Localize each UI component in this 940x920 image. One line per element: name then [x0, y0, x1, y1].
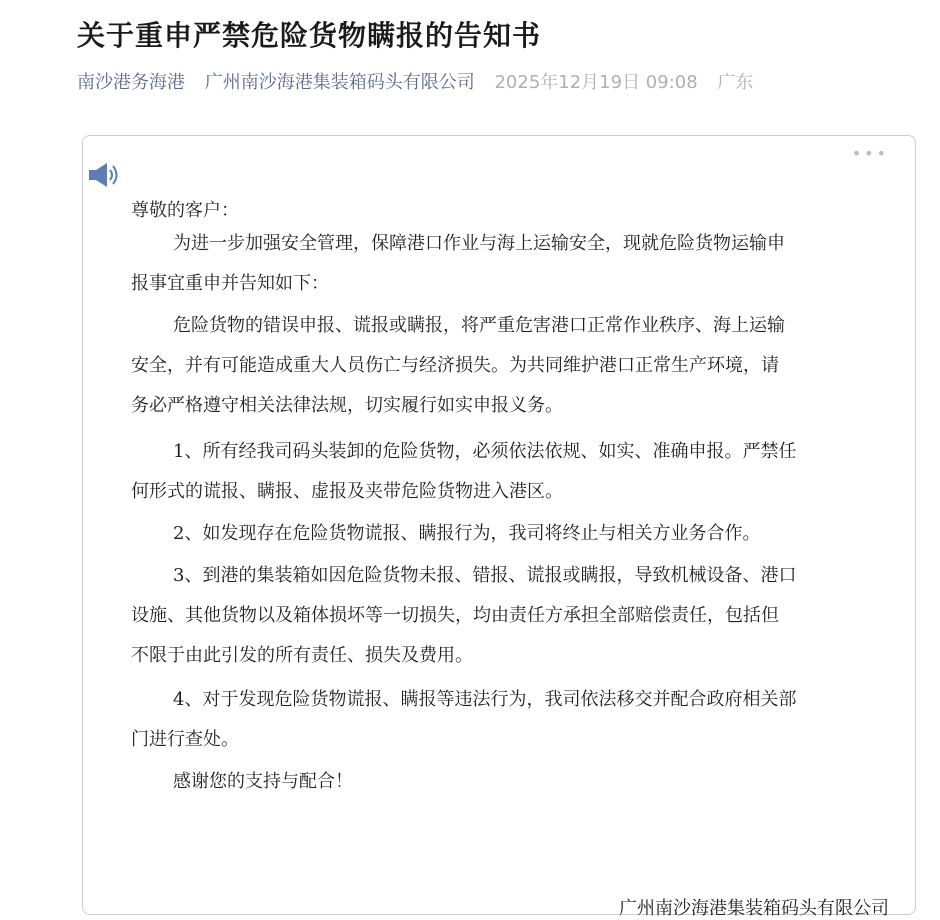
paragraph-item-3: [131, 556, 891, 676]
paragraph-intro: [131, 224, 891, 304]
paragraph-line: 1、所有经我司码头装卸的危险货物，必须依法依规、如实、准确申报。严禁任: [173, 441, 797, 462]
paragraph-line: 不限于由此引发的所有责任、损失及费用。: [131, 645, 473, 666]
paragraph-line: 何形式的谎报、瞒报、虚报及夹带危险货物进入港区。: [131, 481, 563, 502]
article-meta: [77, 70, 767, 96]
notice-card: [82, 135, 916, 919]
paragraph-line: 设施、其他货物以及箱体损坏等一切损失，均由责任方承担全部赔偿责任，包括但: [131, 605, 779, 626]
paragraph-line: 安全，并有可能造成重大人员伤亡与经济损失。为共同维护港口正常生产环境，请: [131, 355, 779, 376]
paragraph-line: 2、如发现存在危险货物谎报、瞒报行为，我司将终止与相关方业务合作。: [173, 523, 761, 544]
paragraph-line: 感谢您的支持与配合！: [173, 771, 353, 792]
paragraph-line: 4、对于发现危险货物谎报、瞒报等违法行为，我司依法移交并配合政府相关部: [173, 689, 797, 710]
publish-datetime: 2025年12月19日 09:08: [494, 72, 698, 93]
paragraph-line: 为进一步加强安全管理，保障港口作业与海上运输安全，现就危险货物运输申: [173, 233, 785, 254]
paragraph-line: 务必严格遵守相关法律法规，切实履行如实申报义务。: [131, 395, 563, 416]
megaphone-icon: [87, 160, 123, 190]
signature: 广州南沙海港集装箱码头有限公司: [619, 898, 889, 919]
paragraph-line: 3、到港的集装箱如因危险货物未报、错报、谎报或瞒报，导致机械设备、港口: [173, 565, 797, 586]
paragraph-line: 危险货物的错误申报、谎报或瞒报，将严重危害港口正常作业秩序、海上运输: [173, 315, 785, 336]
publisher-link[interactable]: 广州南沙海港集装箱码头有限公司: [204, 72, 475, 93]
paragraph-line: 报事宜重申并告知如下：: [131, 273, 329, 294]
paragraph-item-2: [131, 514, 891, 554]
paragraph-thanks: [131, 762, 891, 802]
paragraph-line: 门进行查处。: [131, 729, 239, 750]
article-title: 关于重申严禁危险货物瞒报的告知书: [77, 19, 542, 52]
paragraph-item-1: [131, 432, 891, 512]
paragraph-warning: [131, 306, 891, 426]
paragraph-item-4: [131, 680, 891, 760]
source-account-link[interactable]: 南沙港务海港: [77, 72, 185, 93]
greeting: 尊敬的客户：: [131, 200, 239, 221]
publish-region: 广东: [717, 72, 754, 93]
more-options-icon[interactable]: •••: [851, 144, 889, 163]
